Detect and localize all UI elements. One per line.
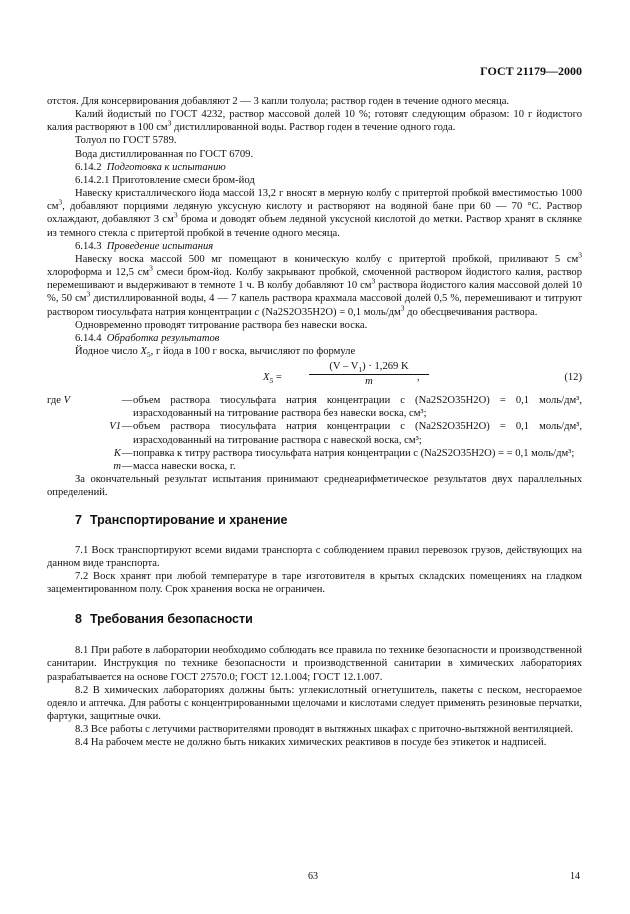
formula-number: (12): [564, 372, 582, 384]
formula-denominator: m: [365, 376, 373, 388]
section-heading-7: 7 Транспортирование и хранение: [75, 513, 288, 528]
definition-item: V1 — объем раствора тиосульфата натрия концентрации c (Na2S2O35H2O) = 0,1 моль/дм³, израсходованный на титрование раствора с навеской воска, см³;: [109, 421, 582, 446]
paragraph: Йодное число $X_5$, г йода в 100 г воска, вычисляют по формуле: [75, 345, 356, 360]
formula-lhs: $X_5$ =: [263, 372, 282, 386]
paragraph: 7.1 Воск транспортируют всеми видами транспорта с соблюдением правил перевозок грузов, действующих на данном виде транспорта.: [47, 544, 582, 569]
paragraph: 7.2 Воск хранят при любой температуре в таре изготовителя в крытых складских помещениях на гладком зацементированном полу. Срок хранения воска не ограничен.: [47, 570, 582, 595]
paragraph: отстоя. Для консервирования добавляют 2 — 3 капли толуола; раствор годен в течение одного месяца.: [47, 96, 510, 107]
definition-item: m — масса навески воска, г.: [113, 460, 236, 472]
formula-fraction: [309, 360, 429, 388]
paragraph: 8.3 Все работы с летучими растворителями проводят в вытяжных шкафах с приточно-вытяжной вентиляцией.: [75, 724, 574, 736]
paragraph: Толуол по ГОСТ 5789.: [75, 135, 177, 147]
paragraph: Навеску воска массой 500 мг помещают в коническую колбу с притертой пробкой, приливают 5 $см^3$ хлороформа и 12,5 $см^3$ смеси бром-йод. Колбу закрывают пробкой, смоченной раствором йодистого калия, раствор перемешивают и выдерживают в темноте 1 ч. В колбу добавляют 10 $см^3$ раствора йодистого калия массовой долей 10 %, 50 $см^3$ дистиллированной воды, 4 — 7 капель раствора крахмала массовой долей 0,5 %, перемешивают и титруют раствором тиосульфата натрия концентрации c (Na2S2O35H2O) = 0,1 моль/$дм^3$ до обесцвечивания раствора.: [47, 250, 583, 318]
subsection-heading: 6.14.3 Проведение испытания: [75, 240, 214, 252]
definition-item: где V — объем раствора тиосульфата натрия концентрации c (Na2S2O35H2O) = 0,1 моль/дм³, израсходованный на титрование раствора без навески воска, см³;: [47, 395, 582, 420]
paragraph: Навеску кристаллического йода массой 13,2 г вносят в мерную колбу с притертой пробкой вместимостью 1000 $см^3$, добавляют порциями ледяную уксусную кислоту и растворяют на водяной бане при 60 — 70 °С. Раствор охлаждают, добавляют 3 $см^3$ брома и доводят объем ледяной уксусной кислотой до метки. Раствор хранят в склянке из темного стекла с притертой пробкой в течение одного месяца.: [47, 188, 582, 239]
formula-12: [47, 360, 582, 394]
document-body: [47, 95, 582, 750]
paragraph: Одновременно проводят титрование раствора без навески воска.: [75, 319, 368, 331]
paragraph: Калий йодистый по ГОСТ 4232, раствор массовой долей 10 %; готовят следующим образом: 10 г йодистого калия растворяют в 100 $см^3$ дистиллированной воды. Раствор годен в течение одного года.: [47, 109, 582, 134]
paragraph: 8.1 При работе в лаборатории необходимо соблюдать все правила по технике безопасности и производственной санитарии. Инструкция по технике безопасности и производственной санитарии в химических лабораториях разрабатывается на основе ГОСТ 27570.0; ГОСТ 12.1.004; ГОСТ 12.1.007.: [47, 645, 582, 683]
paragraph: Вода дистиллированная по ГОСТ 6709.: [75, 148, 254, 160]
formula-numerator: $(V - V_1) \cdot 1,269$ K: [309, 360, 429, 375]
page-number-left: 63: [308, 871, 318, 882]
formula-comma: ,: [417, 372, 420, 384]
document-header: ГОСТ 21179—2000: [480, 64, 582, 78]
paragraph: 8.2 В химических лабораториях должны быть: углекислотный огнетушитель, пакеты с песком, несгораемое одеяло и аптечка. Для работы с концентрированными щелочами и кислотами следует применять резиновые перчатки, фартуки, защитные очки.: [47, 684, 582, 723]
subsection-heading: 6.14.2 Подготовка к испытанию: [75, 161, 226, 173]
page-number-right: 14: [570, 871, 580, 882]
paragraph: 8.4 На рабочем месте не должно быть никаких химических реактивов в посуде без этикеток и надписей.: [75, 737, 547, 749]
definition-item: K — поправка к титру раствора тиосульфата натрия концентрации c (Na2S2O35H2O) = = 0,1 моль/дм³;: [113, 447, 575, 459]
subsection-heading: 6.14.4 Обработка результатов: [75, 332, 220, 344]
section-heading-8: 8 Требования безопасности: [75, 612, 253, 627]
paragraph: За окончательный результат испытания принимают среднеарифметическое результатов двух параллельных определений.: [47, 474, 582, 499]
definitions-list: [47, 394, 582, 473]
subsection-heading: 6.14.2.1 Приготовление смеси бром-йод: [75, 174, 255, 186]
